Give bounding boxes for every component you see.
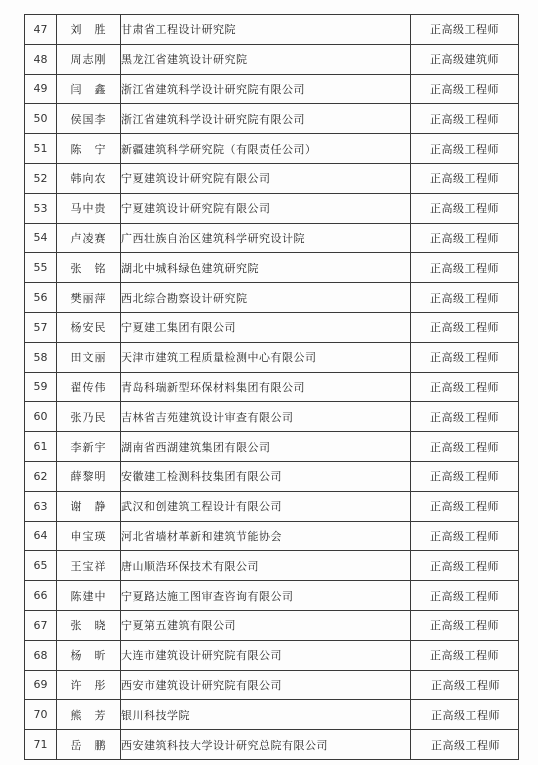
row-number: 56: [25, 283, 57, 313]
job-title: 正高级工程师: [411, 432, 519, 462]
row-number: 55: [25, 253, 57, 283]
row-number: 58: [25, 342, 57, 372]
organization-name: 武汉和创建筑工程设计有限公司: [121, 491, 411, 521]
row-number: 64: [25, 521, 57, 551]
row-number: 62: [25, 461, 57, 491]
table-row: [25, 104, 519, 134]
person-name: 王宝祥: [57, 551, 121, 581]
row-number: 70: [25, 700, 57, 730]
organization-name: 宁夏第五建筑有限公司: [121, 610, 411, 640]
organization-name: 宁夏建工集团有限公司: [121, 312, 411, 342]
person-name: 樊丽萍: [57, 283, 121, 313]
table-row: [25, 163, 519, 193]
person-name: 周志刚: [57, 44, 121, 74]
person-name: 杨安民: [57, 312, 121, 342]
job-title: 正高级工程师: [411, 730, 519, 760]
job-title: 正高级工程师: [411, 134, 519, 164]
row-number: 49: [25, 74, 57, 104]
row-number: 48: [25, 44, 57, 74]
organization-name: 湖北中城科绿色建筑研究院: [121, 253, 411, 283]
job-title: 正高级工程师: [411, 104, 519, 134]
person-name: 岳 鹏: [57, 730, 121, 760]
job-title: 正高级工程师: [411, 640, 519, 670]
organization-name: 吉林省吉苑建筑设计审查有限公司: [121, 402, 411, 432]
roster-table: [24, 14, 519, 760]
organization-name: 大连市建筑设计研究院有限公司: [121, 640, 411, 670]
job-title: 正高级工程师: [411, 581, 519, 611]
job-title: 正高级工程师: [411, 312, 519, 342]
row-number: 59: [25, 372, 57, 402]
person-name: 薛黎明: [57, 461, 121, 491]
table-row: [25, 610, 519, 640]
row-number: 66: [25, 581, 57, 611]
person-name: 陈 宁: [57, 134, 121, 164]
table-row: [25, 372, 519, 402]
organization-name: 西安市建筑设计研究院有限公司: [121, 670, 411, 700]
table-row: [25, 640, 519, 670]
job-title: 正高级工程师: [411, 700, 519, 730]
job-title: 正高级建筑师: [411, 44, 519, 74]
row-number: 60: [25, 402, 57, 432]
organization-name: 银川科技学院: [121, 700, 411, 730]
table-row: [25, 491, 519, 521]
row-number: 52: [25, 163, 57, 193]
organization-name: 唐山顺浩环保技术有限公司: [121, 551, 411, 581]
person-name: 李新宇: [57, 432, 121, 462]
row-number: 68: [25, 640, 57, 670]
table-row: [25, 44, 519, 74]
organization-name: 西安建筑科技大学设计研究总院有限公司: [121, 730, 411, 760]
table-row: [25, 223, 519, 253]
job-title: 正高级工程师: [411, 402, 519, 432]
row-number: 63: [25, 491, 57, 521]
job-title: 正高级工程师: [411, 670, 519, 700]
person-name: 熊 芳: [57, 700, 121, 730]
job-title: 正高级工程师: [411, 163, 519, 193]
table-row: [25, 670, 519, 700]
job-title: 正高级工程师: [411, 610, 519, 640]
row-number: 54: [25, 223, 57, 253]
person-name: 许 彤: [57, 670, 121, 700]
person-name: 张乃民: [57, 402, 121, 432]
roster-body: [25, 15, 519, 760]
person-name: 刘 胜: [57, 15, 121, 45]
person-name: 申宝瑛: [57, 521, 121, 551]
person-name: 马中贵: [57, 193, 121, 223]
row-number: 51: [25, 134, 57, 164]
person-name: 卢凌赛: [57, 223, 121, 253]
table-row: [25, 402, 519, 432]
organization-name: 宁夏建筑设计研究院有限公司: [121, 163, 411, 193]
person-name: 张 铭: [57, 253, 121, 283]
person-name: 谢 静: [57, 491, 121, 521]
table-row: [25, 700, 519, 730]
job-title: 正高级工程师: [411, 551, 519, 581]
table-row: [25, 15, 519, 45]
job-title: 正高级工程师: [411, 74, 519, 104]
row-number: 71: [25, 730, 57, 760]
person-name: 张 晓: [57, 610, 121, 640]
table-row: [25, 521, 519, 551]
organization-name: 湖南省西湖建筑集团有限公司: [121, 432, 411, 462]
job-title: 正高级工程师: [411, 461, 519, 491]
organization-name: 甘肃省工程设计研究院: [121, 15, 411, 45]
job-title: 正高级工程师: [411, 372, 519, 402]
organization-name: 西北综合勘察设计研究院: [121, 283, 411, 313]
row-number: 50: [25, 104, 57, 134]
row-number: 61: [25, 432, 57, 462]
row-number: 47: [25, 15, 57, 45]
job-title: 正高级工程师: [411, 15, 519, 45]
job-title: 正高级工程师: [411, 223, 519, 253]
job-title: 正高级工程师: [411, 342, 519, 372]
organization-name: 浙江省建筑科学设计研究院有限公司: [121, 74, 411, 104]
organization-name: 天津市建筑工程质量检测中心有限公司: [121, 342, 411, 372]
person-name: 侯国李: [57, 104, 121, 134]
person-name: 韩向农: [57, 163, 121, 193]
organization-name: 河北省墙材革新和建筑节能协会: [121, 521, 411, 551]
table-row: [25, 253, 519, 283]
organization-name: 宁夏建筑设计研究院有限公司: [121, 193, 411, 223]
job-title: 正高级工程师: [411, 193, 519, 223]
organization-name: 青岛科瑞新型环保材料集团有限公司: [121, 372, 411, 402]
person-name: 闫 鑫: [57, 74, 121, 104]
table-row: [25, 74, 519, 104]
person-name: 杨 昕: [57, 640, 121, 670]
table-row: [25, 581, 519, 611]
person-name: 田文丽: [57, 342, 121, 372]
row-number: 67: [25, 610, 57, 640]
organization-name: 广西壮族自治区建筑科学研究设计院: [121, 223, 411, 253]
row-number: 53: [25, 193, 57, 223]
organization-name: 宁夏路达施工图审查咨询有限公司: [121, 581, 411, 611]
table-row: [25, 193, 519, 223]
table-row: [25, 461, 519, 491]
row-number: 65: [25, 551, 57, 581]
job-title: 正高级工程师: [411, 283, 519, 313]
row-number: 57: [25, 312, 57, 342]
table-row: [25, 134, 519, 164]
person-name: 陈建中: [57, 581, 121, 611]
job-title: 正高级工程师: [411, 253, 519, 283]
organization-name: 安徽建工检测科技集团有限公司: [121, 461, 411, 491]
table-row: [25, 730, 519, 760]
organization-name: 新疆建筑科学研究院（有限责任公司）: [121, 134, 411, 164]
table-row: [25, 551, 519, 581]
job-title: 正高级工程师: [411, 521, 519, 551]
organization-name: 黑龙江省建筑设计研究院: [121, 44, 411, 74]
row-number: 69: [25, 670, 57, 700]
organization-name: 浙江省建筑科学设计研究院有限公司: [121, 104, 411, 134]
job-title: 正高级工程师: [411, 491, 519, 521]
table-row: [25, 283, 519, 313]
person-name: 翟传伟: [57, 372, 121, 402]
table-row: [25, 342, 519, 372]
table-row: [25, 432, 519, 462]
table-row: [25, 312, 519, 342]
